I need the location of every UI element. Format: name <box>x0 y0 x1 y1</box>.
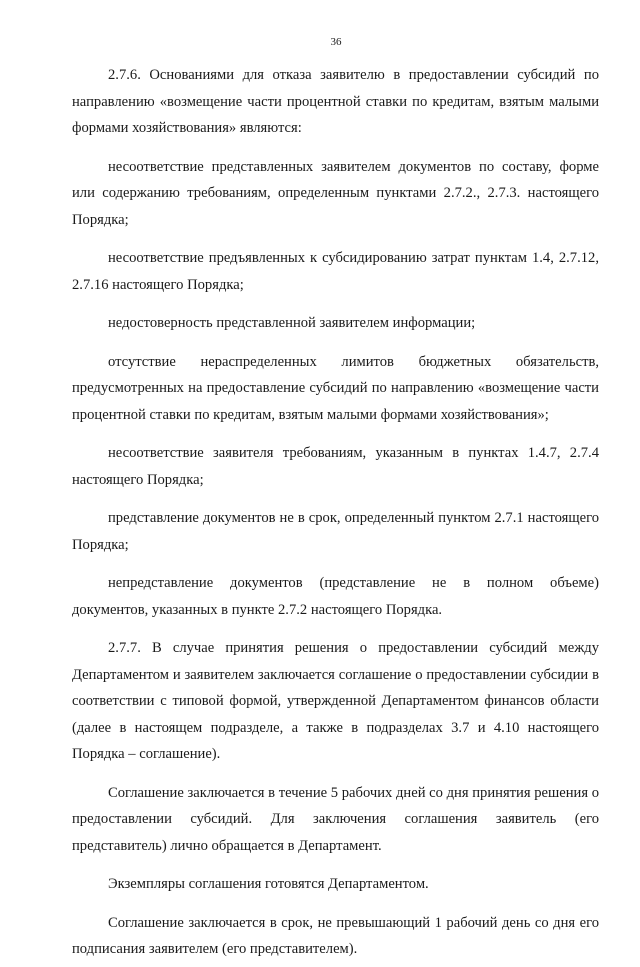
page-number: 36 <box>330 36 342 48</box>
paragraph-docs-mismatch: несоответствие представленных заявителем документов по составу, форме или содержанию требованиям, определенным пунктами 2.7.2., 2.7.3. настоящего Порядка; <box>72 158 599 228</box>
paragraph-agreement-copies: Экземпляры соглашения готовятся Департаментом. <box>108 876 429 892</box>
paragraph-no-limits: отсутствие нераспределенных лимитов бюджетных обязательств, предусмотренных на предоставление субсидий по направлению «возмещение части процентной ставки по кредитам, взятым малыми формами хозяйствования»; <box>72 353 599 423</box>
paragraph-false-info: недостоверность представленной заявителем информации; <box>108 315 476 331</box>
paragraph-agreement-term: Соглашение заключается в течение 5 рабочих дней со дня принятия решения о предоставлении субсидий. Для заключения соглашения заявитель (его представитель) лично обращается в Департамент. <box>72 784 599 854</box>
paragraph-agreement-deadline: Соглашение заключается в срок, не превышающий 1 рабочий день со дня его подписания заявителем (его представителем). <box>72 914 599 957</box>
paragraph-applicant-mismatch: несоответствие заявителя требованиям, указанным в пунктах 1.4.7, 2.7.4 настоящего Порядка; <box>72 445 599 488</box>
paragraph-costs-mismatch: несоответствие предъявленных к субсидированию затрат пунктам 1.4, 2.7.12, 2.7.16 настоящего Порядка; <box>72 250 599 293</box>
document-body <box>72 62 599 967</box>
paragraph-late-docs: представление документов не в срок, определенный пунктом 2.7.1 настоящего Порядка; <box>72 510 599 553</box>
paragraph-missing-docs: непредставление документов (представление не в полном объеме) документов, указанных в пункте 2.7.2 настоящего Порядка. <box>72 575 599 618</box>
paragraph-refusal-grounds: 2.7.6. Основаниями для отказа заявителю в предоставлении субсидий по направлению «возмещение части процентной ставки по кредитам, взятым малыми формами хозяйствования» являются: <box>72 67 599 136</box>
paragraph-agreement-conclusion: 2.7.7. В случае принятия решения о предоставлении субсидий между Департаментом и заявителем заключается соглашение о предоставлении субсидии в соответствии с типовой формой, утвержденной Департаментом финансов области (далее в настоящем подразделе, а также в подразделах 3.7 и 4.10 настоящего Порядка – соглашение). <box>72 640 599 762</box>
